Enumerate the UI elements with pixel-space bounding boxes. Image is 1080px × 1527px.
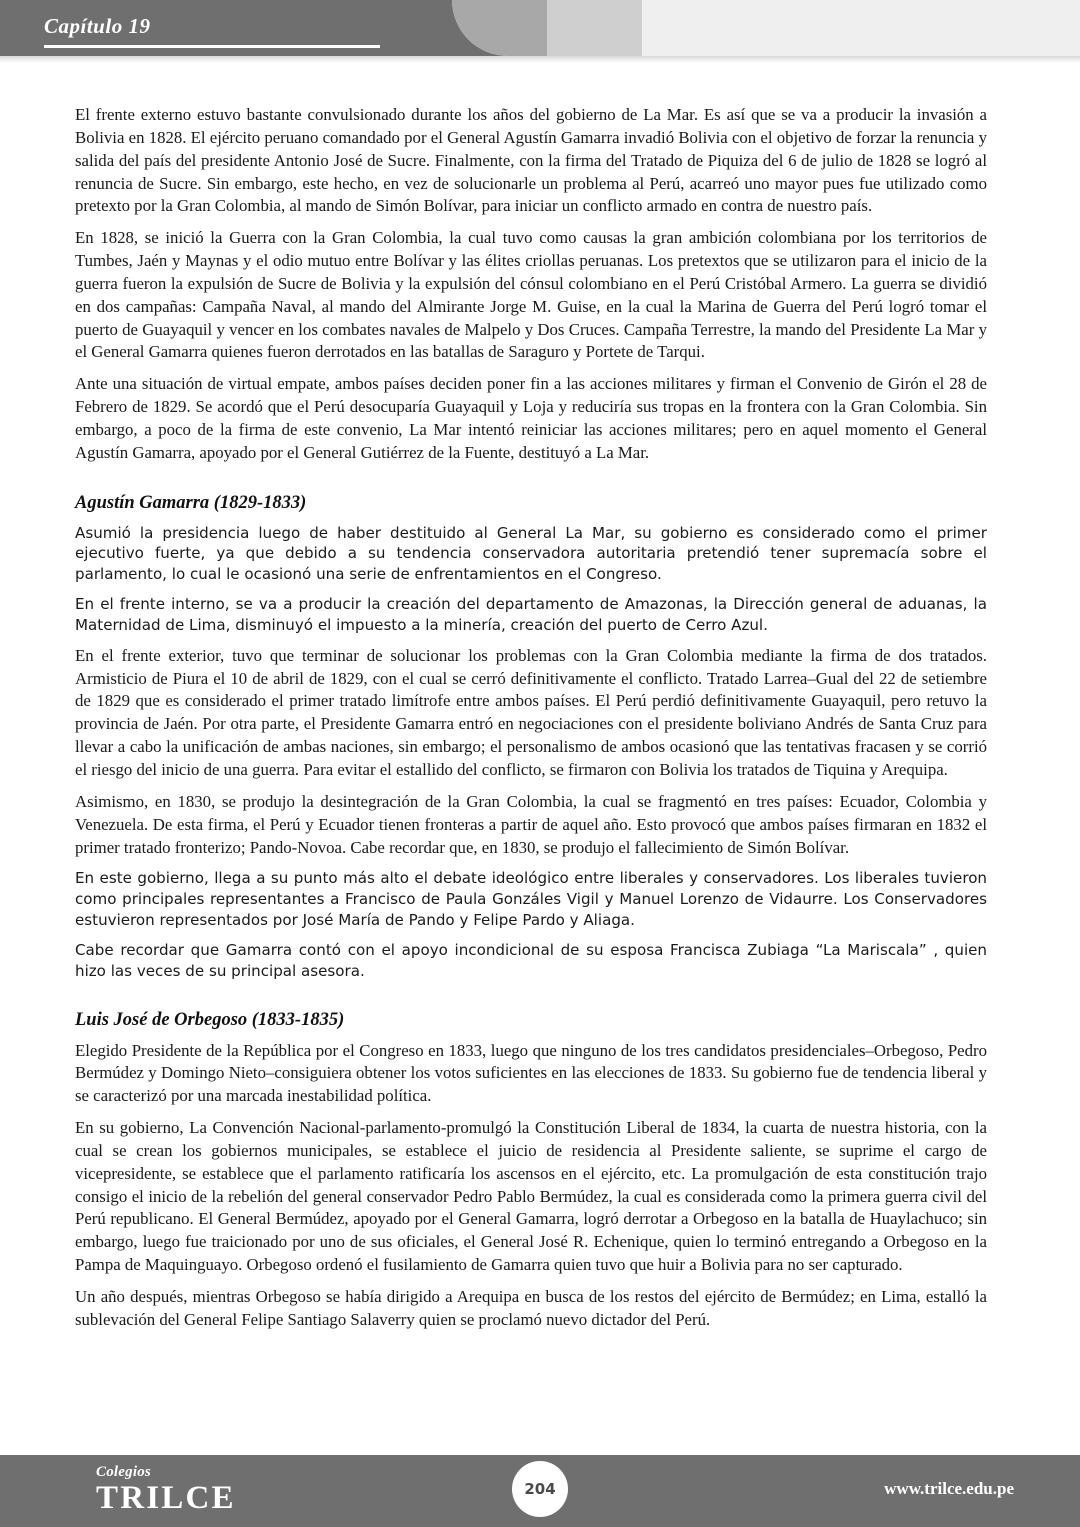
document-content bbox=[75, 104, 987, 1341]
paragraph: El frente externo estuvo bastante convulsionado durante los años del gobierno de La Mar. Es así que se va a producir la invasión a Bolivia en 1828. El ejército peruano comandado por el General Agustín Gamarra invadió Bolivia con el objetivo de forzar la renuncia y salida del país del presidente Antonio José de Sucre. Finalmente, con la firma del Tratado de Piquiza del 6 de julio de 1828 se logró al renuncia de Sucre. Sin embargo, este hecho, en vez de solucionarle un problema al Perú, acarreó uno mayor pues fue utilizado como pretexto por la Gran Colombia, al mando de Simón Bolívar, para iniciar un conflicto armado en contra de nuestro país. bbox=[75, 105, 987, 216]
paragraph: En el frente exterior, tuvo que terminar de solucionar los problemas con la Gran Colombia mediante la firma de dos tratados. Armisticio de Piura el 10 de abril de 1829, con el cual se cerró definitivamente el conflicto. Tratado Larrea–Gual del 22 de setiembre de 1829 que es considerado el primer tratado limítrofe entre ambos países. El Perú perdió definitivamente Guayaquil, pero retuvo la provincia de Jaén. Por otra parte, el Presidente Gamarra entró en negociaciones con el presidente boliviano Andrés de Santa Cruz para llevar a cabo la unificación de ambas naciones, sin embargo; el personalismo de ambos ocasionó que las tentativas fracasen y se corrió el riesgo del inicio de una guerra. Para evitar el estallido del conflicto, se firmaron con Bolivia los tratados de Tiquina y Arequipa. bbox=[75, 645, 987, 780]
paragraph: Cabe recordar que Gamarra contó con el apoyo incondicional de su esposa Francisca Zubiaga “La Mariscala” , quien hizo las veces de su principal asesora. bbox=[75, 940, 987, 980]
paragraph: En este gobierno, llega a su punto más alto el debate ideológico entre liberales y conservadores. Los liberales tuvieron como principales representantes a Francisco de Paula Gonzáles Vigil y Manuel Lorenzo de Vidaurre. Los Conservadores estuvieron representados por José María de Pando y Felipe Pardo y Aliaga. bbox=[75, 869, 987, 930]
paragraph: Asumió la presidencia luego de haber destituido al General La Mar, su gobierno es considerado como el primer ejecutivo fuerte, ya que debido a su tendencia conservadora autoritaria pretendió tener supremacía sobre el parlamento, lo cual le ocasionó una serie de enfrentamientos en el Congreso. bbox=[75, 523, 987, 584]
header-band-dark bbox=[452, 0, 547, 56]
brand-logo-top: Colegios bbox=[96, 1464, 151, 1480]
paragraph: En 1828, se inició la Guerra con la Gran Colombia, la cual tuvo como causas la gran ambición colombiana por los territorios de Tumbes, Jaén y Maynas y el odio mutuo entre Bolívar y las élites criollas peruanas. Los pretextos que se utilizaron para el inicio de la guerra fueron la expulsión de Sucre de Bolivia y la expulsión del cónsul colombiano en el Perú Cristóbal Armero. La guerra se dividió en dos campañas: Campaña Naval, al mando del Almirante Jorge M. Guise, en la cual la Marina de Guerra del Perú logró tomar el puerto de Guayaquil y vencer en los combates navales de Malpelo y Dos Cruces. Campaña Terrestre, la mando del Presidente La Mar y el General Gamarra quienes fueron derrotados en las batallas de Saraguro y Portete de Tarqui. bbox=[75, 228, 987, 362]
page-footer bbox=[0, 1455, 1080, 1527]
brand-logo-main: TRILCE bbox=[96, 1479, 236, 1516]
section-heading-orbegoso: Luis José de Orbegoso (1833-1835) bbox=[75, 1009, 345, 1030]
paragraph: Un año después, mientras Orbegoso se había dirigido a Arequipa en busca de los restos del ejército de Bermúdez; en Lima, estalló la sublevación del General Felipe Santiago Salaverry quien se proclamó nuevo dictador del Perú. bbox=[75, 1286, 987, 1329]
page-header bbox=[0, 0, 1080, 56]
paragraph: Ante una situación de virtual empate, ambos países deciden poner fin a las acciones militares y firman el Convenio de Girón el 28 de Febrero de 1829. Se acordó que el Perú desocuparía Guayaquil y Loja y reduciría sus tropas en la frontera con la Gran Colombia. Sin embargo, a poco de la firma de este convenio, La Mar intentó reiniciar las acciones militares; pero en aquel momento el General Agustín Gamarra, apoyado por el General Gutiérrez de la Fuente, destituyó a La Mar. bbox=[75, 374, 987, 462]
paragraph: Asimismo, en 1830, se produjo la desintegración de la Gran Colombia, la cual se fragmentó en tres países: Ecuador, Colombia y Venezuela. De esta firma, el Perú y Ecuador tienen fronteras a partir de aquel año. Esto provocó que ambos países firmaran en 1832 el primer tratado fronterizo; Pando-Novoa. Cabe recordar que, en 1830, se produjo el fallecimiento de Simón Bolívar. bbox=[75, 791, 987, 857]
paragraph: En su gobierno, La Convención Nacional-parlamento-promulgó la Constitución Liberal de 1834, la cuarta de nuestra historia, con la cual se crean los gobiernos municipales, se establece el juicio de residencia al Presidente saliente, se suprime el cargo de vicepresidente, se establece que el parlamento ratificaría los ascensos en el ejército, etc. La promulgación de esta constitución trajo consigo el inicio de la rebelión del general conservador Pedro Pablo Bermúdez, la cual es considerada como la primera guerra civil del Perú republicano. El General Bermúdez, apoyado por el General Gamarra, logró derrotar a Orbegoso en la batalla de Huaylachuco; sin embargo, luego fue traicionado por uno de sus oficiales, el General José R. Echenique, quien lo terminó entregando a Orbegoso en la Pampa de Maquinguayo. Orbegoso ordenó el fusilamiento de Gamarra quien tuvo que huir a Bolivia para no ser capturado. bbox=[75, 1118, 987, 1275]
paragraph: Elegido Presidente de la República por el Congreso en 1833, luego que ninguno de los tres candidatos presidenciales–Orbegoso, Pedro Bermúdez y Domingo Nieto–consiguiera obtener los votos suficientes en las elecciones de 1833. Su gobierno fue de tendencia liberal y se caracterizó por una marcada inestabilidad política. bbox=[75, 1040, 987, 1106]
footer-website-url: www.trilce.edu.pe bbox=[884, 1479, 1014, 1498]
paragraph: En el frente interno, se va a producir la creación del departamento de Amazonas, la Dirección general de aduanas, la Maternidad de Lima, disminuyó el impuesto a la minería, creación del puerto de Cerro Azul. bbox=[75, 595, 987, 634]
chapter-title: Capítulo 19 bbox=[44, 14, 151, 38]
page-number-badge: 204 bbox=[512, 1461, 568, 1517]
section-heading-gamarra: Agustín Gamarra (1829-1833) bbox=[75, 492, 307, 513]
header-shadow bbox=[0, 56, 1080, 63]
gamarra-sans-block-2 bbox=[75, 868, 987, 981]
gamarra-sans-block-1 bbox=[75, 523, 987, 636]
brand-logo bbox=[96, 1465, 236, 1515]
chapter-title-underline bbox=[44, 45, 380, 48]
